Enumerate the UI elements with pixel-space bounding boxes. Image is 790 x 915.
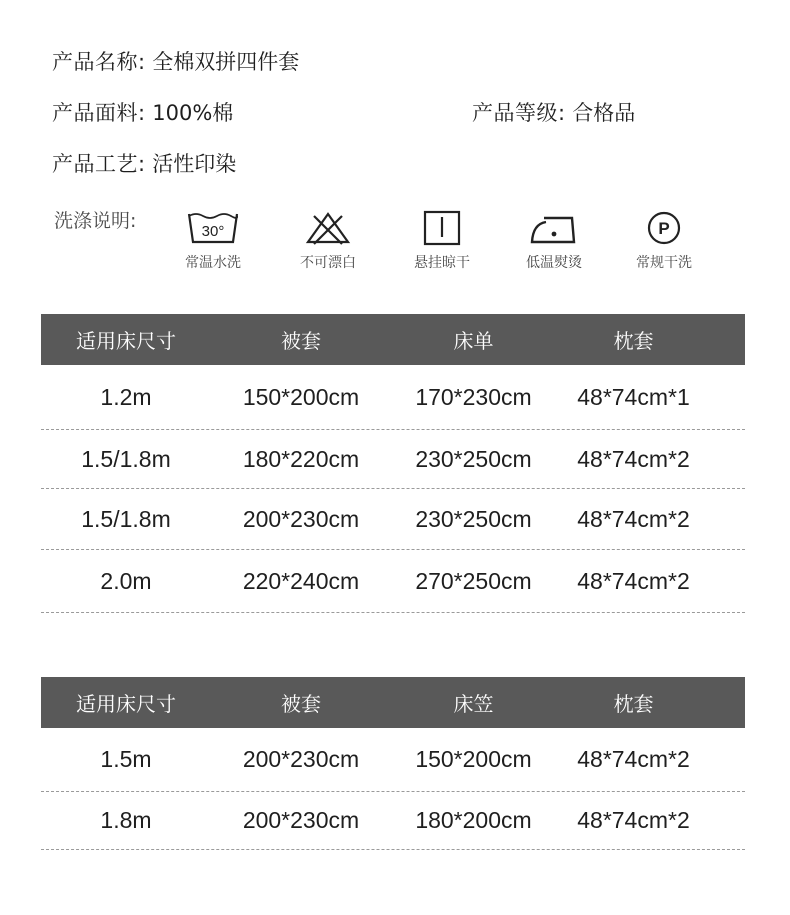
table-row bbox=[41, 365, 745, 430]
table2-header bbox=[41, 677, 745, 728]
table-row bbox=[41, 550, 745, 613]
cell-sheet: 230*250cm bbox=[415, 505, 532, 532]
table2-header-size: 适用床尺寸 bbox=[76, 692, 176, 716]
care-caption-wash: 常温水洗 bbox=[185, 255, 241, 271]
care-item-wash bbox=[158, 206, 268, 272]
care-item-iron bbox=[499, 206, 609, 272]
cell-pillow: 48*74cm*2 bbox=[577, 445, 690, 472]
low-iron-icon bbox=[528, 210, 580, 246]
product-craft-label: 产品工艺: bbox=[52, 152, 146, 176]
size-table-2 bbox=[41, 677, 745, 850]
size-table-1 bbox=[41, 314, 745, 613]
cell-pillow: 48*74cm*2 bbox=[577, 567, 690, 594]
product-name bbox=[52, 46, 299, 76]
cell-bed-size: 1.5/1.8m bbox=[81, 505, 171, 532]
table1-header-pillow: 枕套 bbox=[613, 329, 654, 353]
cell-pillow: 48*74cm*2 bbox=[577, 505, 690, 532]
cell-sheet: 270*250cm bbox=[415, 567, 532, 594]
cell-fitted-sheet: 150*200cm bbox=[415, 746, 532, 772]
cell-duvet: 200*230cm bbox=[242, 807, 360, 833]
care-caption-bleach: 不可漂白 bbox=[300, 255, 356, 271]
care-label: 洗涤说明: bbox=[54, 210, 137, 232]
cell-fitted-sheet: 180*200cm bbox=[415, 807, 532, 833]
cell-duvet: 180*220cm bbox=[242, 445, 360, 472]
cell-bed-size: 1.2m bbox=[100, 383, 152, 410]
product-grade-label: 产品等级: bbox=[472, 101, 566, 125]
table1-header bbox=[41, 314, 745, 365]
product-craft-value: 活性印染 bbox=[152, 152, 237, 176]
table-row bbox=[41, 792, 745, 850]
cell-bed-size: 1.5/1.8m bbox=[81, 445, 171, 472]
no-bleach-icon bbox=[305, 210, 351, 246]
table1-header-sheet: 床单 bbox=[453, 329, 494, 353]
cell-pillow: 48*74cm*2 bbox=[577, 746, 690, 772]
cell-duvet: 200*230cm bbox=[242, 746, 360, 772]
cell-bed-size: 2.0m bbox=[100, 567, 152, 594]
product-name-value: 全棉双拼四件套 bbox=[152, 50, 300, 74]
cell-duvet: 220*240cm bbox=[242, 567, 360, 594]
cell-bed-size: 1.5m bbox=[100, 746, 152, 772]
cell-pillow: 48*74cm*2 bbox=[577, 807, 690, 833]
dry-clean-letter: P bbox=[658, 219, 670, 238]
wash-30-icon bbox=[186, 210, 240, 246]
cell-pillow: 48*74cm*1 bbox=[577, 383, 690, 410]
product-grade-value: 合格品 bbox=[572, 101, 636, 125]
care-item-bleach bbox=[273, 206, 383, 272]
dry-clean-p-icon bbox=[646, 210, 682, 246]
table-row bbox=[41, 430, 745, 489]
hang-dry-icon bbox=[422, 209, 462, 247]
care-caption-iron: 低温熨烫 bbox=[526, 255, 582, 271]
cell-sheet: 230*250cm bbox=[415, 445, 532, 472]
table2-header-duvet: 被套 bbox=[281, 692, 321, 716]
cell-duvet: 150*200cm bbox=[242, 383, 360, 410]
cell-sheet: 170*230cm bbox=[415, 383, 532, 410]
table1-header-size: 适用床尺寸 bbox=[76, 329, 176, 353]
wash-temp: 30° bbox=[201, 223, 225, 240]
cell-duvet: 200*230cm bbox=[242, 505, 360, 532]
product-fabric-label: 产品面料: bbox=[52, 101, 146, 125]
product-grade bbox=[472, 97, 635, 127]
table-row bbox=[41, 489, 745, 550]
care-item-dryclean bbox=[609, 206, 719, 272]
product-name-label: 产品名称: bbox=[52, 50, 146, 74]
product-craft bbox=[52, 148, 236, 178]
table2-header-fitted: 床笠 bbox=[453, 692, 494, 716]
care-item-hang bbox=[387, 206, 497, 272]
cell-bed-size: 1.8m bbox=[100, 807, 152, 833]
care-caption-hang: 悬挂晾干 bbox=[414, 255, 470, 271]
product-fabric-value: 100%棉 bbox=[152, 101, 234, 125]
table2-header-pillow: 枕套 bbox=[613, 692, 654, 716]
table-row bbox=[41, 728, 745, 792]
product-fabric bbox=[52, 97, 233, 127]
care-caption-dryclean: 常规干洗 bbox=[636, 255, 692, 271]
table1-header-duvet: 被套 bbox=[281, 329, 321, 353]
